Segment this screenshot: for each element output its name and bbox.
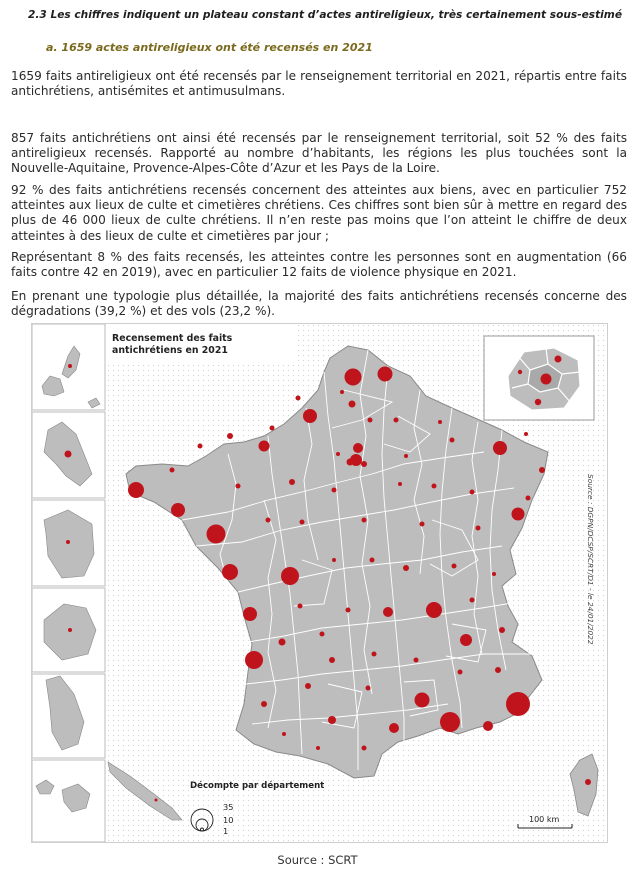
circle [438,420,442,424]
circle [452,564,457,569]
circle-guadeloupe [68,364,72,368]
circle [414,658,419,663]
circle-vendee [222,564,238,580]
circle [526,496,531,501]
circle-loire-atlantique [207,525,226,544]
circle-nord-2 [378,367,393,382]
circle [372,652,377,657]
section-title: 2.3 Les chiffres indiquent un plateau constant d’actes antireligieux, très certainement sous-estimé [28,9,623,21]
circle [316,746,320,750]
circle [270,426,275,431]
circle [279,639,286,646]
circle-bouches-du-rhone [440,712,460,732]
circle [420,522,425,527]
map-title: Recensement des faits antichrétiens en 2021 [112,333,233,356]
legend-value-1: 1 [223,826,229,836]
paragraph-4: Représentant 8 % des faits recensés, les atteintes contre les personnes sont en augmentation (66 faits contre 42 en 2019), avec en particulier 12 faits de violence physique en 2021. [11,250,627,280]
circle-martinique [65,451,72,458]
circle-herault [389,723,399,733]
circle-seine-maritime [303,409,317,423]
circle-calvados [259,441,270,452]
circle [289,479,295,485]
overseas-insets [32,324,105,842]
subsection-title: a. 1659 actes antireligieux ont été recensés en 2021 [46,41,373,54]
circle [329,657,335,663]
circle [362,518,367,523]
circle [340,390,344,394]
circle [450,438,455,443]
circle-charente [243,607,257,621]
circle-nouvelle-caledonie [155,799,158,802]
circle [470,598,475,603]
circle [300,520,305,525]
circle [282,732,286,736]
paragraph-2: 857 faits antichrétiens ont ainsi été recensés par le renseignement territorial, soit 52 % des faits antireligieux recensés. Rapporté au nombre d’habitants, les régions les plus touchées sont la Nouvelle-Aquitaine, Provence-Alpes-Côte d’Azur et les Pays de la Loire. [11,131,627,176]
circle-gironde [245,651,263,669]
source-caption: Source : SCRT [277,853,358,867]
circle [361,461,367,467]
circle [332,558,336,562]
circle [404,454,408,458]
circle-rhone [426,602,442,618]
circle [198,444,203,449]
circle [394,418,399,423]
circle-isere [460,634,472,646]
legend-title: Décompte par département [190,781,325,791]
circle-haute-garonne [328,716,336,724]
circle-loire [383,607,393,617]
circle [470,490,475,495]
circle-oise [353,443,363,453]
circle-morbihan [171,503,185,517]
circle [332,488,337,493]
map-graphic [32,324,607,842]
circle [366,686,371,691]
circle-corse [585,779,591,785]
paris-inset [484,336,594,420]
legend-value-10: 10 [223,815,234,825]
circle [320,632,325,637]
circle [349,401,356,408]
circle-finistere [128,482,144,498]
circle-var [483,721,493,731]
france-map-figure [31,323,608,843]
circle [346,608,351,613]
circle-guyane [66,540,70,544]
scale-label: 100 km [529,815,560,824]
circle [370,558,375,563]
circle [236,484,241,489]
circle [298,604,303,609]
circle [524,432,528,436]
paragraph-3: 92 % des faits antichrétiens recensés concernent des atteintes aux biens, avec en particulier 752 atteintes aux lieux de culte et cimetières chrétiens. Ces chiffres sont bien sûr à mettre en regard des plus de 46 000 lieux de culte chrétiens. Il n’en reste pas moins que l’on atteint le chiffre de deux atteintes à des lieux de culte et cimetières par jour ; [11,183,627,243]
circle [362,746,367,751]
legend-value-35: 35 [223,802,234,812]
circle [476,526,481,531]
circle-bas-rhin [512,508,525,521]
circle [170,468,175,473]
circle-alpes-maritimes [506,692,530,716]
circle [495,667,501,673]
circle [336,452,340,456]
circle-nord [345,369,362,386]
circle [227,433,233,439]
circle [492,572,496,576]
circle [347,459,354,466]
circle [499,627,505,633]
circle [539,467,545,473]
paragraph-1: 1659 faits antireligieux ont été recensés par le renseignement territorial en 2021, répartis entre faits antichrétiens, antisémites et antimusulmans. [11,69,627,99]
circle [458,670,463,675]
circle-moselle [493,441,507,455]
circle [403,565,409,571]
circle-gard [415,693,430,708]
circle-reunion [68,628,72,632]
circle [266,518,271,523]
circle [432,484,437,489]
map-vertical-source: Source : DGPN/DCSP/SCRT/D1 - le 24/01/2022 [586,474,595,645]
circle [305,683,311,689]
circle [261,701,267,707]
circle [398,482,402,486]
circle-vienne [281,567,299,585]
circle [296,396,301,401]
paragraph-5: En prenant une typologie plus détaillée, la majorité des faits antichrétiens recensés concerne des dégradations (39,2 %) et des vols (23,2 %). [11,289,627,319]
circle [368,418,373,423]
